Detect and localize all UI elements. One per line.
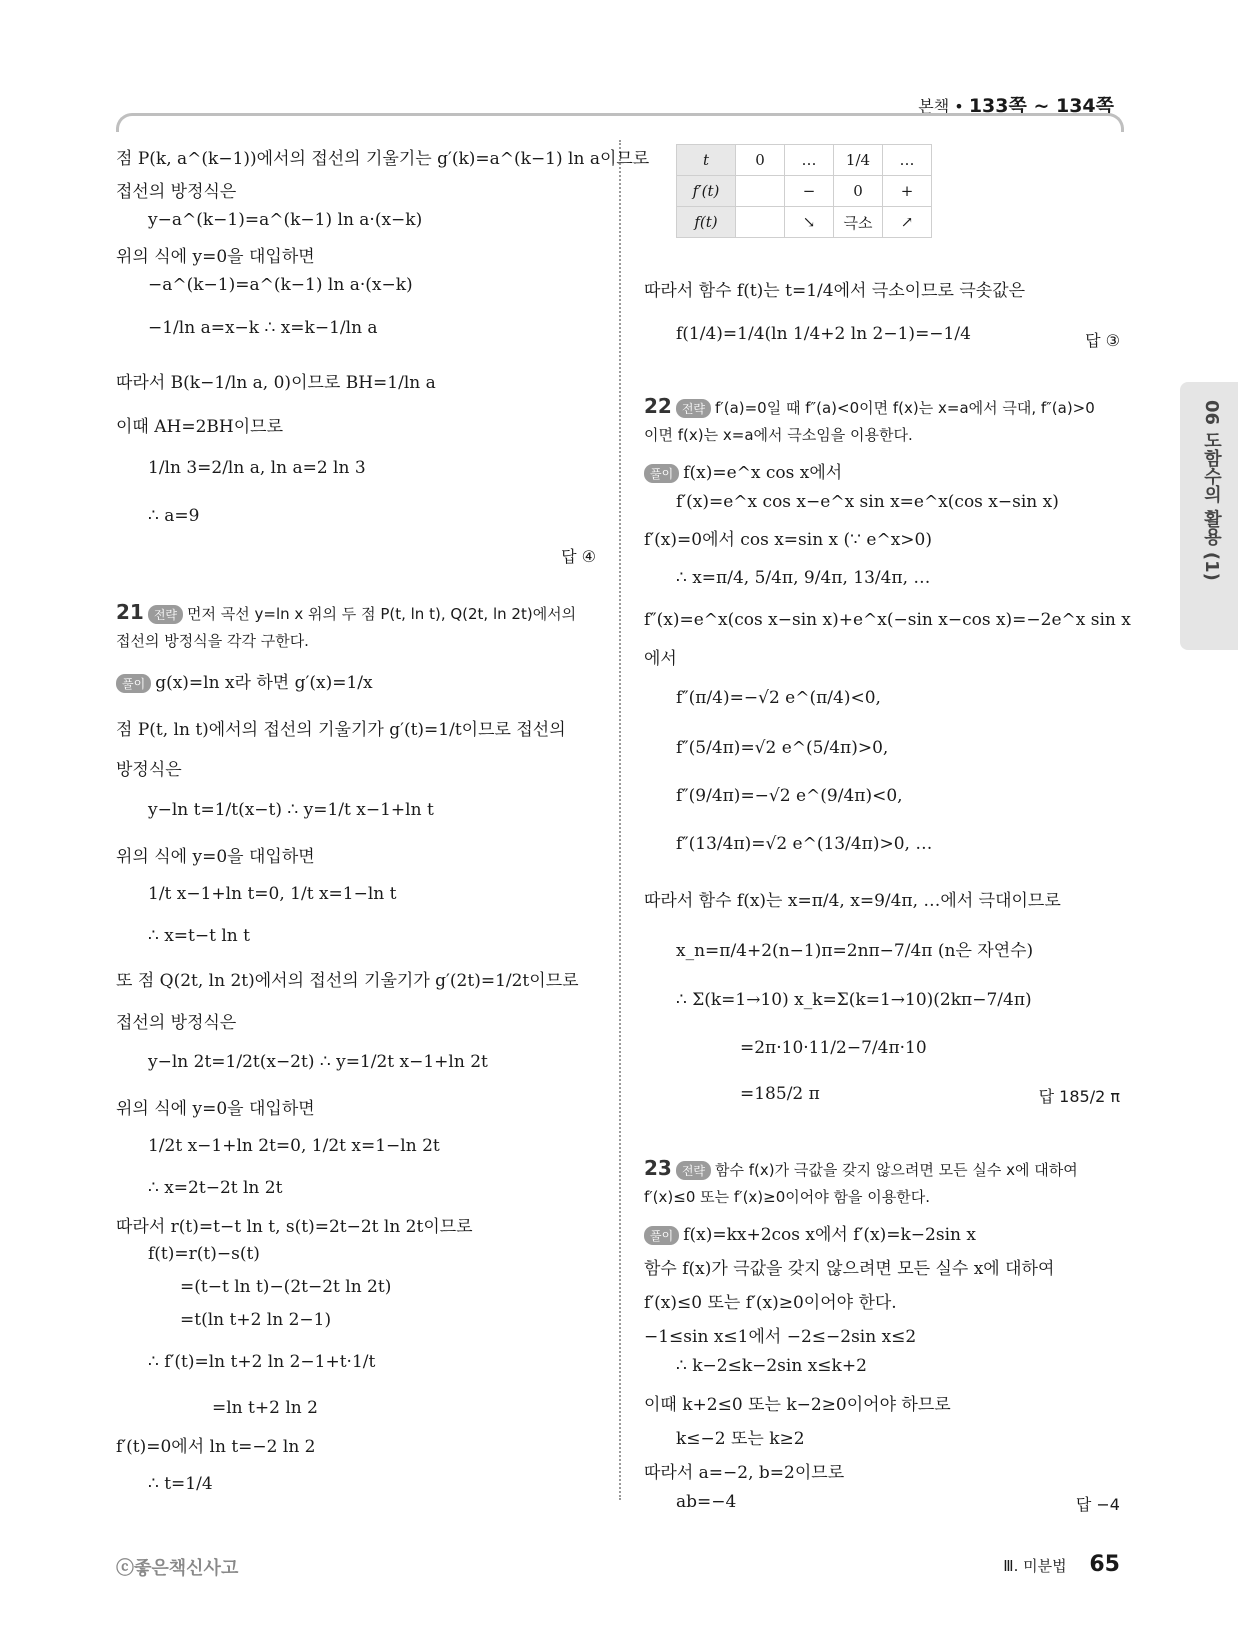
- table-cell: +: [883, 176, 932, 207]
- text-line: 따라서 B(k−1/ln a, 0)이므로 BH=1/ln a: [116, 373, 436, 393]
- text-line: 이때 AH=2BH이므로: [116, 417, 283, 437]
- equation: f″(9/4π)=−√2 e^(9/4π)<0,: [676, 786, 903, 806]
- equation: y−a^(k−1)=a^(k−1) ln a·(x−k): [148, 210, 423, 230]
- equation: g(x)=ln x라 하면 g′(x)=1/x: [155, 673, 373, 693]
- strategy-tag: 전략: [676, 1161, 711, 1180]
- text-line: f′(x)≤0 또는 f′(x)≥0이어야 한다.: [644, 1293, 897, 1313]
- equation: f″(π/4)=−√2 e^(π/4)<0,: [676, 688, 881, 708]
- chapter-label: 06 도함수의 활용 (1): [1201, 400, 1222, 581]
- equation: =t(ln t+2 ln 2−1): [180, 1310, 332, 1330]
- text-line: 따라서 함수 f(x)는 x=π/4, x=9/4π, …에서 극대이므로: [644, 891, 1061, 911]
- text-line: 따라서 r(t)=t−t ln t, s(t)=2t−2t ln 2t이므로: [116, 1217, 473, 1237]
- strategy-text: 이면 f(x)는 x=a에서 극소임을 이용한다.: [644, 426, 913, 444]
- equation: 1/ln 3=2/ln a, ln a=2 ln 3: [148, 458, 366, 478]
- table-cell: ↘: [785, 207, 834, 238]
- equation: f″(x)=e^x(cos x−sin x)+e^x(−sin x−cos x)=−2e^x sin x: [644, 610, 1131, 630]
- problem-23-header: [644, 1156, 1078, 1180]
- equation: k≤−2 또는 k≥2: [676, 1429, 805, 1449]
- table-cell: ↗: [883, 207, 932, 238]
- equation: −1≤sin x≤1에서 −2≤−2sin x≤2: [644, 1327, 917, 1347]
- chapter-side-tab: [1180, 382, 1238, 650]
- equation: f″(13/4π)=√2 e^(13/4π)>0, …: [676, 834, 933, 854]
- solution-line: [644, 1220, 976, 1245]
- equation: =2π·10·11/2−7/4π·10: [740, 1038, 927, 1058]
- equation: 1/2t x−1+ln 2t=0, 1/2t x=1−ln 2t: [148, 1136, 440, 1156]
- problem-21-header: [116, 600, 576, 624]
- solution-line: [644, 458, 842, 483]
- equation: −a^(k−1)=a^(k−1) ln a·(x−k): [148, 275, 413, 295]
- solution-tag: 풀이: [644, 464, 679, 483]
- equation: f′(x)=e^x cos x−e^x sin x=e^x(cos x−sin x): [676, 492, 1059, 512]
- text-line: 따라서 a=−2, b=2이므로: [644, 1463, 845, 1483]
- strategy-text: f′(x)≤0 또는 f′(x)≥0이어야 함을 이용한다.: [644, 1188, 930, 1206]
- table-cell: −: [785, 176, 834, 207]
- text-line: 점 P(t, ln t)에서의 접선의 기울기가 g′(t)=1/t이므로 접선의: [116, 720, 566, 740]
- equation: ab=−4: [676, 1492, 737, 1512]
- equation: f(x)=kx+2cos x에서 f′(x)=k−2sin x: [683, 1225, 976, 1245]
- equation: f(x)=e^x cos x에서: [683, 463, 843, 483]
- left-column: [116, 140, 650, 1500]
- section-label: Ⅲ. 미분법: [1003, 1557, 1067, 1575]
- table-cell: 극소: [834, 207, 883, 238]
- right-column: [644, 140, 1131, 1514]
- text-line: 위의 식에 y=0을 대입하면: [116, 847, 315, 867]
- answer-21: 답 ③: [1085, 331, 1120, 350]
- header-bullet: •: [954, 97, 964, 116]
- equation: f″(5/4π)=√2 e^(5/4π)>0,: [676, 738, 889, 758]
- text-line: 에서: [644, 649, 677, 669]
- column-divider: [619, 140, 621, 1500]
- table-cell: 0: [834, 176, 883, 207]
- publisher-logo: ⓒ좋은책신사고: [116, 1558, 239, 1579]
- solution-tag: 풀이: [116, 674, 151, 693]
- text-line: 위의 식에 y=0을 대입하면: [116, 247, 315, 267]
- answer-20: 답 ④: [561, 547, 596, 566]
- text-line: 또 점 Q(2t, ln 2t)에서의 접선의 기울기가 g′(2t)=1/2t이므로: [116, 971, 579, 991]
- equation: x_n=π/4+2(n−1)π=2nπ−7/4π (n은 자연수): [676, 941, 1034, 961]
- strategy-text: 먼저 곡선 y=ln x 위의 두 점 P(t, ln t), Q(2t, ln 2t)에서의: [187, 605, 577, 623]
- strategy-tag: 전략: [148, 605, 183, 624]
- equation: f(1/4)=1/4(ln 1/4+2 ln 2−1)=−1/4: [676, 324, 971, 344]
- text-line: 방정식은: [116, 760, 182, 780]
- equation: ∴ x=t−t ln t: [148, 926, 250, 946]
- header-book: 본책: [918, 97, 950, 116]
- top-frame-line: [116, 113, 1124, 132]
- equation: f′(x)=0에서 cos x=sin x (∵ e^x>0): [644, 530, 932, 550]
- text-line: 점 P(k, a^(k−1))에서의 접선의 기울기는 g′(k)=a^(k−1) ln a이므로: [116, 149, 650, 169]
- strategy-text: 접선의 방정식을 각각 구한다.: [116, 632, 309, 650]
- strategy-text: 함수 f(x)가 극값을 갖지 않으려면 모든 실수 x에 대하여: [715, 1161, 1078, 1179]
- table-cell: f′(t): [677, 176, 736, 207]
- equation: y−ln 2t=1/2t(x−2t) ∴ y=1/2t x−1+ln 2t: [148, 1052, 488, 1072]
- strategy-tag: 전략: [676, 399, 711, 418]
- equation: −1/ln a=x−k ∴ x=k−1/ln a: [148, 318, 378, 338]
- problem-number: 21: [116, 600, 144, 624]
- page-number: 65: [1089, 1552, 1120, 1577]
- equation: ∴ f′(t)=ln t+2 ln 2−1+t·1/t: [148, 1352, 376, 1372]
- problem-number: 22: [644, 394, 672, 418]
- table-cell: f(t): [677, 207, 736, 238]
- table-cell: …: [785, 145, 834, 176]
- text-line: 이때 k+2≤0 또는 k−2≥0이어야 하므로: [644, 1395, 951, 1415]
- equation: ∴ a=9: [148, 506, 200, 526]
- equation: ∴ Σ(k=1→10) x_k=Σ(k=1→10)(2kπ−7/4π): [676, 990, 1032, 1010]
- equation: f(t)=r(t)−s(t): [148, 1244, 260, 1264]
- header-pages: 133쪽 ~ 134쪽: [968, 95, 1114, 117]
- text-line: 접선의 방정식은: [116, 1013, 237, 1033]
- table-cell: …: [883, 145, 932, 176]
- answer-23: 답 −4: [1075, 1495, 1120, 1514]
- problem-22-header: [644, 394, 1095, 418]
- equation: ∴ x=π/4, 5/4π, 9/4π, 13/4π, …: [676, 568, 931, 588]
- equation: ∴ k−2≤k−2sin x≤k+2: [676, 1356, 867, 1376]
- text-line: 접선의 방정식은: [116, 182, 237, 202]
- equation: ∴ t=1/4: [148, 1474, 213, 1494]
- equation: y−ln t=1/t(x−t) ∴ y=1/t x−1+ln t: [148, 800, 434, 820]
- strategy-text: f′(a)=0일 때 f″(a)<0이면 f(x)는 x=a에서 극대, f″(a)>0: [715, 399, 1095, 417]
- table-cell: t: [677, 145, 736, 176]
- equation: =ln t+2 ln 2: [212, 1398, 318, 1418]
- text-line: f′(t)=0에서 ln t=−2 ln 2: [116, 1437, 316, 1457]
- equation: =(t−t ln t)−(2t−2t ln 2t): [180, 1277, 392, 1297]
- page-footer: [1003, 1552, 1120, 1577]
- table-cell: 0: [736, 145, 785, 176]
- text-line: 위의 식에 y=0을 대입하면: [116, 1099, 315, 1119]
- answer-22: 답 185/2 π: [1038, 1087, 1120, 1106]
- equation: ∴ x=2t−2t ln 2t: [148, 1178, 283, 1198]
- solution-tag: 풀이: [644, 1226, 679, 1245]
- text-line: 함수 f(x)가 극값을 갖지 않으려면 모든 실수 x에 대하여: [644, 1259, 1055, 1279]
- text-line: 따라서 함수 f(t)는 t=1/4에서 극소이므로 극솟값은: [644, 281, 1026, 301]
- solution-line: [116, 668, 373, 693]
- equation: 1/t x−1+ln t=0, 1/t x=1−ln t: [148, 884, 397, 904]
- problem-number: 23: [644, 1156, 672, 1180]
- table-cell: 1/4: [834, 145, 883, 176]
- equation: =185/2 π: [740, 1084, 820, 1104]
